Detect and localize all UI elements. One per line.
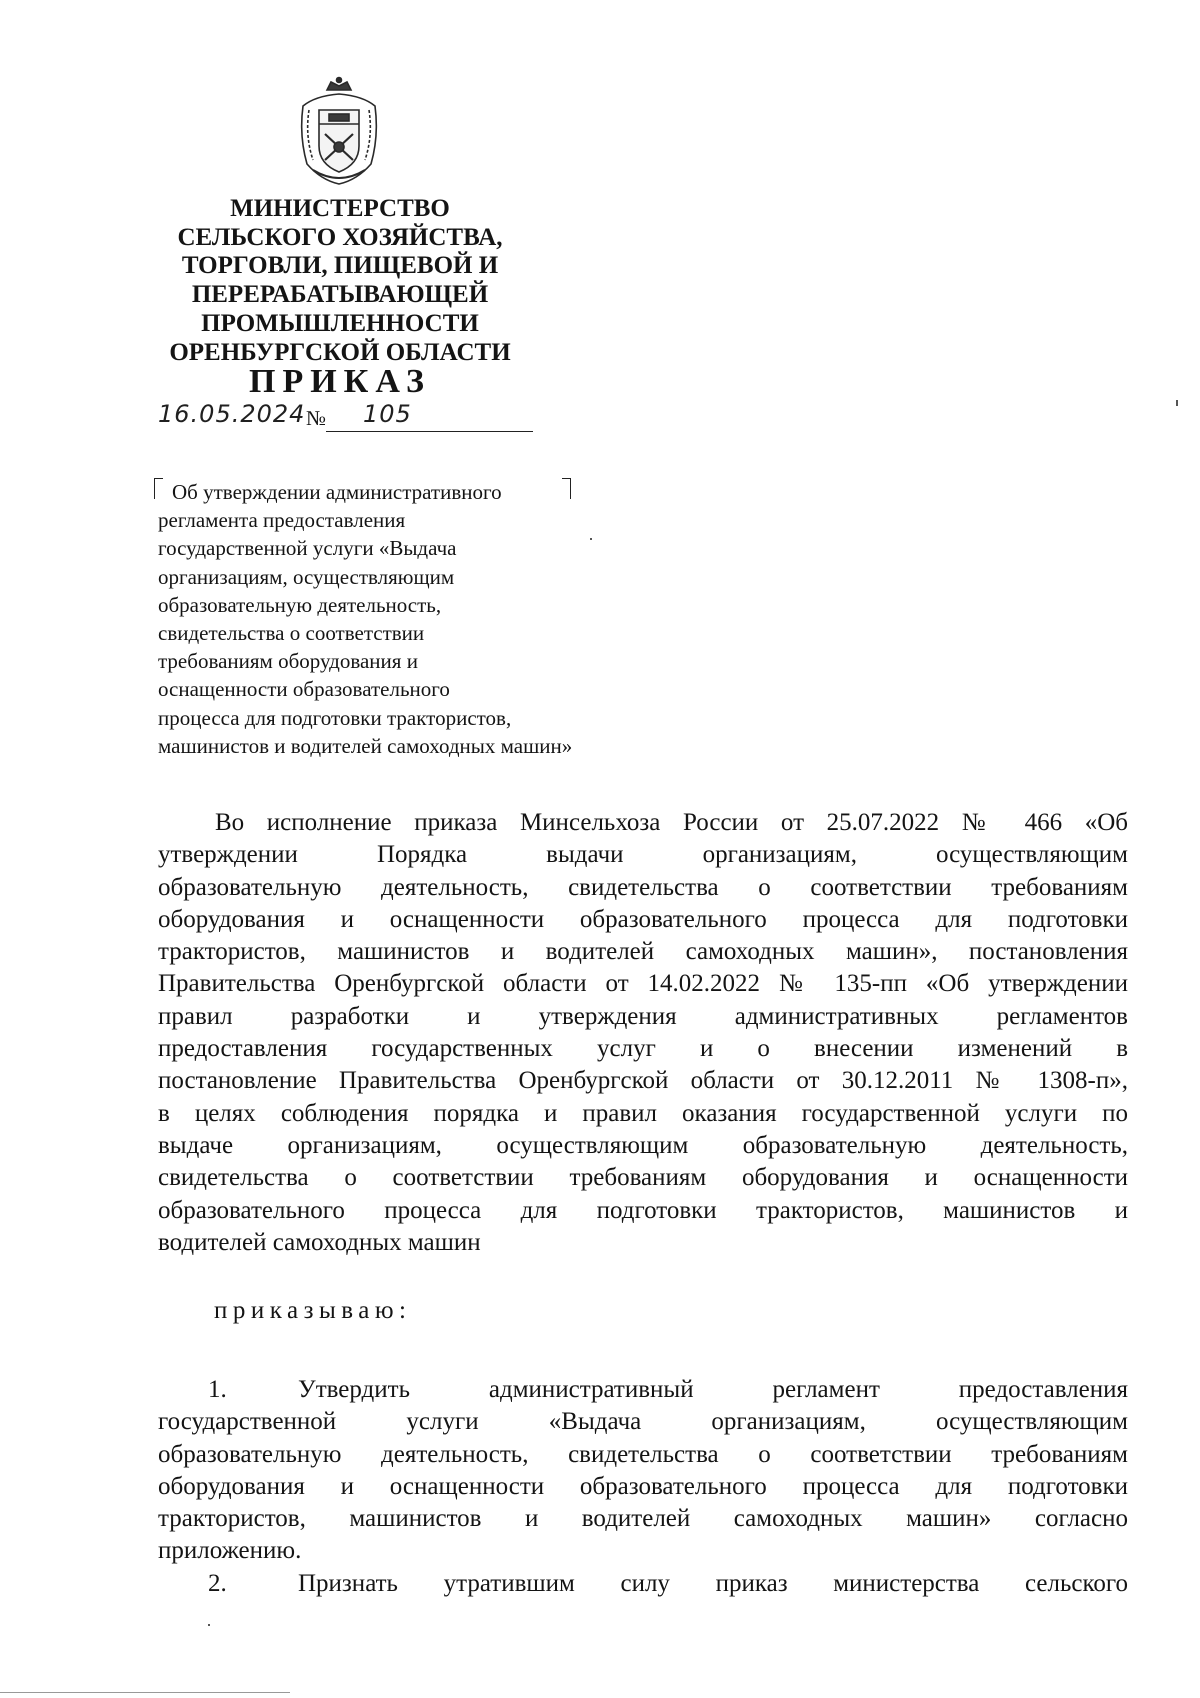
- subject-line: свидетельства о соответствии: [158, 621, 425, 646]
- document-type-title: ПРИКАЗ: [249, 363, 431, 400]
- paragraph-line: постановление Правительства Оренбургской области от 30.12.2011 № 1308-п»,: [158, 1067, 1128, 1095]
- ministry-name: [140, 195, 540, 367]
- ministry-line: СЕЛЬСКОГО ХОЗЯЙСТВА,: [177, 223, 503, 251]
- item-text-line: трактористов, машинистов и водителей самоходных машин» согласно: [158, 1505, 1128, 1533]
- number-underline: [326, 431, 533, 432]
- item-text-line: Признать утратившим силу приказ министерства сельского: [298, 1569, 1128, 1597]
- handwritten-number: 105: [363, 400, 412, 428]
- paragraph-line: предоставления государственных услуг и о внесении изменений в: [158, 1035, 1128, 1063]
- paragraph-line: оборудования и оснащенности образовательного процесса для подготовки: [158, 905, 1128, 933]
- item-text-line: приложению.: [158, 1537, 302, 1565]
- scan-edge-line: [0, 1692, 290, 1693]
- paragraph-line: утверждении Порядка выдачи организациям, осуществляющим: [158, 841, 1128, 869]
- ministry-line: МИНИСТЕРСТВО: [230, 195, 450, 222]
- ministry-line: ОРЕНБУРГСКОЙ ОБЛАСТИ: [169, 338, 511, 366]
- paragraph-line: правил разработки и утверждения административных регламентов: [158, 1002, 1128, 1030]
- document-subject: [158, 478, 588, 760]
- order-items: [158, 1374, 1128, 1600]
- coat-of-arms-icon: [293, 76, 385, 188]
- paragraph-line: водителей самоходных машин: [158, 1228, 481, 1256]
- handwritten-date: 16.05.2024: [158, 400, 306, 428]
- scan-speck: [1176, 400, 1178, 406]
- preamble-paragraph: [158, 807, 1128, 1259]
- item-text-line: оборудования и оснащенности образовательного процесса для подготовки: [158, 1472, 1128, 1500]
- subject-line: требованиям оборудования и: [158, 649, 418, 674]
- ministry-line: ТОРГОВЛИ, ПИЩЕВОЙ И: [181, 252, 499, 280]
- item-text-line: Утвердить административный регламент предоставления: [298, 1376, 1128, 1403]
- item-text-line: образовательную деятельность, свидетельства о соответствии требованиям: [158, 1440, 1128, 1468]
- subject-line: организациям, осуществляющим: [158, 564, 455, 589]
- paragraph-line: трактористов, машинистов и водителей самоходных машин», постановления: [158, 938, 1128, 966]
- subject-line: регламента предоставления: [158, 508, 406, 533]
- subject-line: образовательную деятельность,: [158, 592, 442, 617]
- subject-line: процесса для подготовки трактористов,: [158, 705, 512, 730]
- ministry-line: ПРОМЫШЛЕННОСТИ: [201, 309, 479, 337]
- item-number: 1.: [208, 1376, 227, 1403]
- subject-line: оснащенности образовательного: [158, 677, 450, 702]
- paragraph-line: образовательную деятельность, свидетельства о соответствии требованиям: [158, 873, 1128, 901]
- list-item-first-line: [158, 1374, 1128, 1406]
- ministry-line: ПЕРЕРАБАТЫВАЮЩЕЙ: [191, 281, 489, 309]
- paragraph-line: свидетельства о соответствии требованиям оборудования и оснащенности: [158, 1164, 1128, 1192]
- subject-line: машинистов и водителей самоходных машин»: [158, 733, 573, 758]
- number-label: №: [306, 406, 327, 430]
- scan-speck: [208, 1624, 210, 1626]
- paragraph-line: выдаче организациям, осуществляющим образовательную деятельность,: [158, 1131, 1128, 1159]
- date-number-row: [158, 400, 533, 436]
- paragraph-line: образовательного процесса для подготовки трактористов, машинистов и: [158, 1196, 1128, 1224]
- subject-line: Об утверждении административного: [172, 480, 502, 504]
- paragraph-line: в целях соблюдения порядка и правил оказания государственной услуги по: [158, 1099, 1128, 1127]
- item-text-line: государственной услуги «Выдача организациям, осуществляющим: [158, 1408, 1128, 1436]
- paragraph-line: Во исполнение приказа Минсельхоза России от 25.07.2022 № 466 «Об: [215, 809, 1128, 836]
- list-item-first-line: [158, 1568, 1128, 1600]
- paragraph-line: Правительства Оренбургской области от 14.02.2022 № 135-пп «Об утверждении: [158, 970, 1128, 998]
- order-operative-word: приказываю:: [214, 1297, 412, 1324]
- scan-speck: [590, 538, 592, 540]
- item-number: 2.: [208, 1569, 227, 1597]
- subject-line: государственной услуги «Выдача: [158, 536, 457, 561]
